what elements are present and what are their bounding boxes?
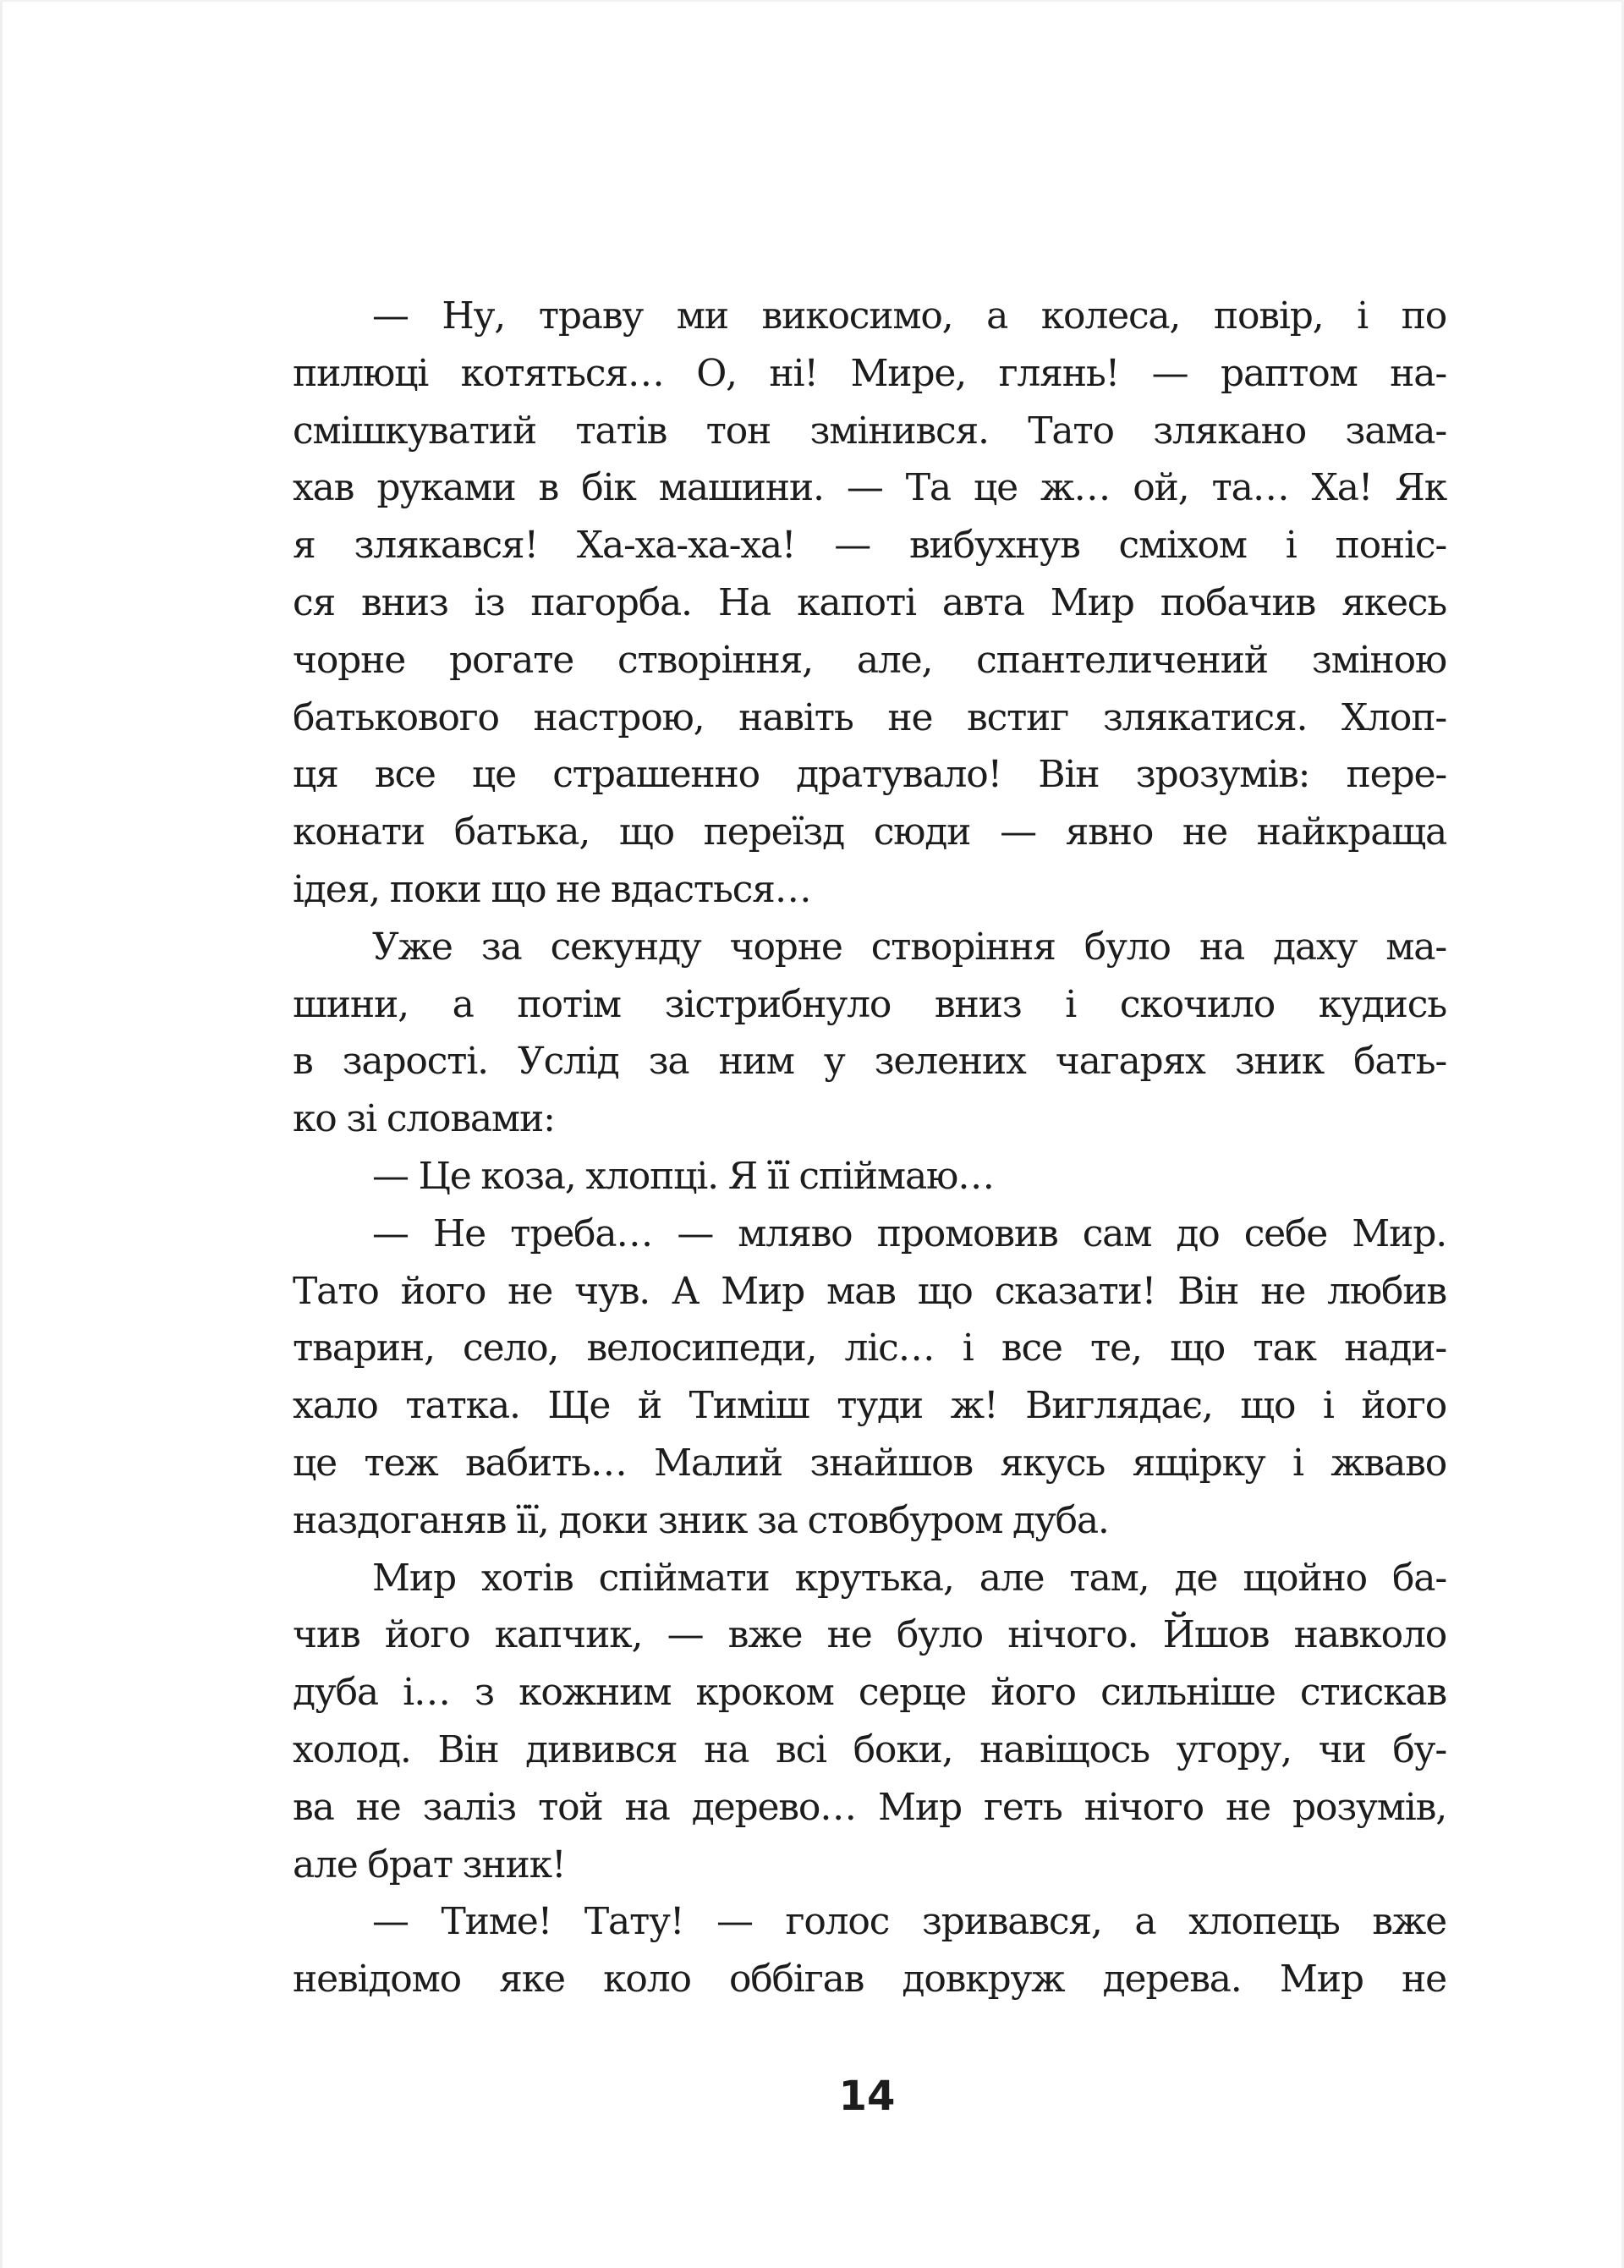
text-line: але брат зник!	[293, 1842, 566, 1886]
text-line: — Тиме! Тату! — голос зривався, а хлопець вже	[372, 1900, 1446, 1944]
text-line: тварин, село, велосипеди, ліс… і все те, що так нади-	[293, 1326, 1446, 1370]
text-line: чив його капчик, — вже не було нічого. Йшов навколо	[293, 1613, 1446, 1657]
paragraph	[293, 288, 1446, 919]
text-line: ко зі словами:	[293, 1097, 555, 1141]
text-line: дуба і… з кожним кроком серце його сильніше стискав	[293, 1671, 1446, 1715]
text-line: — Ну, траву ми викосимо, а колеса, повір, і по	[372, 294, 1446, 338]
page-number: 14	[838, 2073, 896, 2120]
text-line: в зарості. Услід за ним у зелених чагарях зник бать-	[293, 1040, 1446, 1084]
text-line: пилюці котяться… О, ні! Мире, глянь! — раптом на-	[293, 351, 1446, 395]
paragraph	[293, 1893, 1446, 2008]
text-line: шини, а потім зістрибнуло вниз і скочило кудись	[293, 982, 1446, 1026]
text-line: конати батька, що переїзд сюди — явно не найкраща	[293, 810, 1446, 854]
text-line: наздоганяв її, доки зник за стовбуром дуба.	[293, 1498, 1109, 1542]
body-text	[293, 288, 1446, 2008]
text-line: Мир хотів спіймати крутька, але там, де щойно ба-	[372, 1556, 1446, 1600]
text-line: ся вниз із пагорба. На капоті авта Мир побачив якесь	[293, 580, 1446, 624]
paragraph	[293, 1550, 1446, 1894]
text-line: хало татка. Ще й Тиміш туди ж! Виглядає, що і його	[293, 1384, 1446, 1428]
text-line: смішкуватий татів тон змінився. Тато злякано зама-	[293, 409, 1446, 453]
paragraph	[293, 919, 1446, 1148]
text-line: ця все це страшенно дратувало! Він зрозумів: пере-	[293, 753, 1446, 797]
text-line: Тато його не чув. А Мир мав що сказати! Він не любив	[293, 1269, 1446, 1313]
paragraph	[293, 1148, 1446, 1205]
text-line: — Не треба… — мляво промовив сам до себе Мир.	[372, 1211, 1446, 1255]
paragraph	[293, 1205, 1446, 1550]
text-line: я злякався! Ха-ха-ха-ха! — вибухнув сміхом і поніс-	[293, 524, 1446, 568]
text-line: Уже за секунду чорне створіння було на даху ма-	[372, 925, 1446, 969]
text-line: холод. Він дивився на всі боки, навіщось угору, чи бу-	[293, 1727, 1446, 1771]
text-line: невідомо яке коло оббігав довкруж дерева. Мир не	[293, 1958, 1446, 2002]
text-line: ідея, поки що не вдасться…	[293, 867, 811, 911]
text-line: батькового настрою, навіть не встиг злякатися. Хлоп-	[293, 695, 1446, 739]
text-line: це теж вабить… Малий знайшов якусь ящірку і жваво	[293, 1441, 1446, 1485]
text-line: чорне рогате створіння, але, спантеличений зміною	[293, 638, 1446, 682]
text-line: ва не заліз той на дерево… Мир геть нічого не розумів,	[293, 1785, 1446, 1829]
text-line: хав руками в бік машини. — Та це ж… ой, та… Ха! Як	[293, 466, 1446, 510]
text-line: — Це коза, хлопці. Я її спіймаю…	[372, 1154, 994, 1198]
